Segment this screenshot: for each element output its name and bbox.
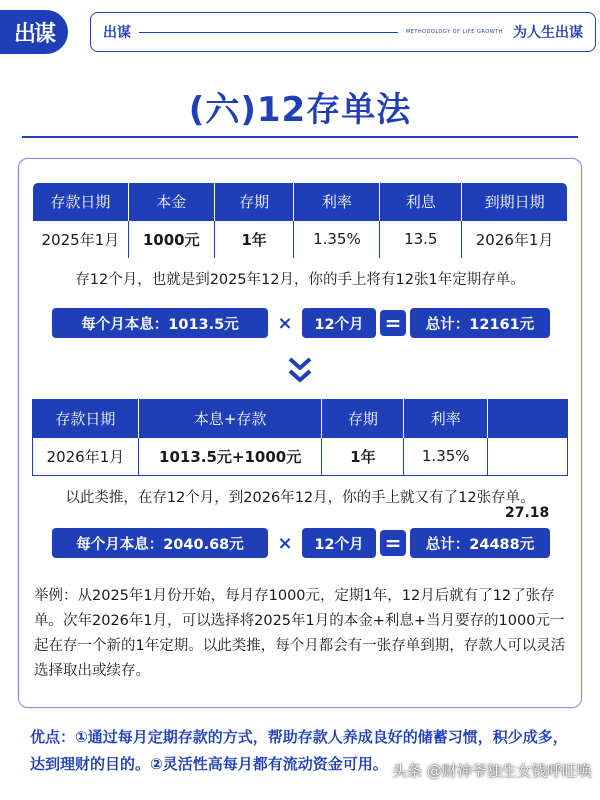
table-header-cell: 利息 xyxy=(380,183,462,221)
monthly-principal-interest-pill: 每个月本息：2040.68元 xyxy=(52,528,268,558)
table-header-cell: 存款日期 xyxy=(33,183,129,221)
table-header-row xyxy=(33,400,568,438)
total-pill: 总计：24488元 xyxy=(410,528,550,558)
example-paragraph: 举例：从2025年1月份开始，每月存1000元，定期1年，12月后就有了12了张存单。次年2026年1月，可以选择将2025年1月的本金+利息+当月要存的1000元一起在存一个新的1年定期。以此类推，每个月都会有一张存单到期，存款人可以灵活选择取出或续存。 xyxy=(34,588,566,679)
table-cell-empty xyxy=(488,438,568,476)
months-pill: 12个月 xyxy=(302,528,376,558)
table-header-cell-empty xyxy=(488,400,568,438)
table-header-row xyxy=(33,183,568,221)
table-cell: 1000元 xyxy=(128,221,214,259)
header-bar xyxy=(90,12,596,52)
handwritten-note: 27.18 xyxy=(505,505,550,521)
explanation-line-1: 存12个月，也就是到2025年12月，你的手上将有12张1年定期存单。 xyxy=(75,272,525,288)
page-title: (六)12存单法 xyxy=(188,90,412,130)
table-row xyxy=(33,221,568,259)
table-cell: 2025年1月 xyxy=(33,221,129,259)
header-left-label: 出谋 xyxy=(103,25,131,41)
total-pill: 总计：12161元 xyxy=(410,308,550,338)
formula-row-1 xyxy=(0,308,600,340)
months-pill: 12个月 xyxy=(302,308,376,338)
brand-logo xyxy=(0,10,68,54)
title-divider xyxy=(22,136,578,138)
table-header-cell: 利率 xyxy=(294,183,380,221)
table-cell: 1.35% xyxy=(294,221,380,259)
table-cell: 1年 xyxy=(322,438,404,476)
multiply-sign: × xyxy=(277,312,293,334)
table-header-cell: 存期 xyxy=(322,400,404,438)
equals-sign: = xyxy=(380,310,406,336)
header-divider xyxy=(139,32,398,33)
table-header-cell: 存期 xyxy=(214,183,294,221)
multiply-sign: × xyxy=(277,532,293,554)
formula-row-2 xyxy=(0,528,600,560)
table-row xyxy=(33,438,568,476)
deposit-table-1 xyxy=(32,182,568,259)
source-watermark: 头条 @财神爷独生女钱呼旺唤 xyxy=(392,762,592,780)
table-cell: 2026年1月 xyxy=(462,221,568,259)
table-header-cell: 到期日期 xyxy=(462,183,568,221)
table-cell: 2026年1月 xyxy=(33,438,139,476)
advantages-text: 优点：①通过每月定期存款的方式，帮助存款人养成良好的储蓄习惯，积少成多，达到理财的目的。②灵活性高每月都有流动资金可用。 xyxy=(30,728,568,773)
table-header-cell: 本息+存款 xyxy=(138,400,322,438)
table-header-cell: 存款日期 xyxy=(33,400,139,438)
table-cell: 1013.5元+1000元 xyxy=(138,438,322,476)
brand-logo-text: 出谋 xyxy=(13,21,54,47)
table-header-cell: 利率 xyxy=(404,400,488,438)
header-tagline: METHODOLOGY OF LIFE GROWTH xyxy=(405,29,503,35)
deposit-table-2 xyxy=(32,399,568,476)
table-header-cell: 本金 xyxy=(128,183,214,221)
equals-sign: = xyxy=(380,530,406,556)
header-right-label: 为人生出谋 xyxy=(513,25,583,41)
table-cell: 13.5 xyxy=(380,221,462,259)
monthly-principal-interest-pill: 每个月本息：1013.5元 xyxy=(52,308,268,338)
table-cell: 1年 xyxy=(214,221,294,259)
explanation-line-2: 以此类推，在存12个月，到2026年12月，你的手上就又有了12张存单。 xyxy=(65,490,535,506)
double-chevron-down-icon xyxy=(287,356,313,386)
table-cell: 1.35% xyxy=(404,438,488,476)
